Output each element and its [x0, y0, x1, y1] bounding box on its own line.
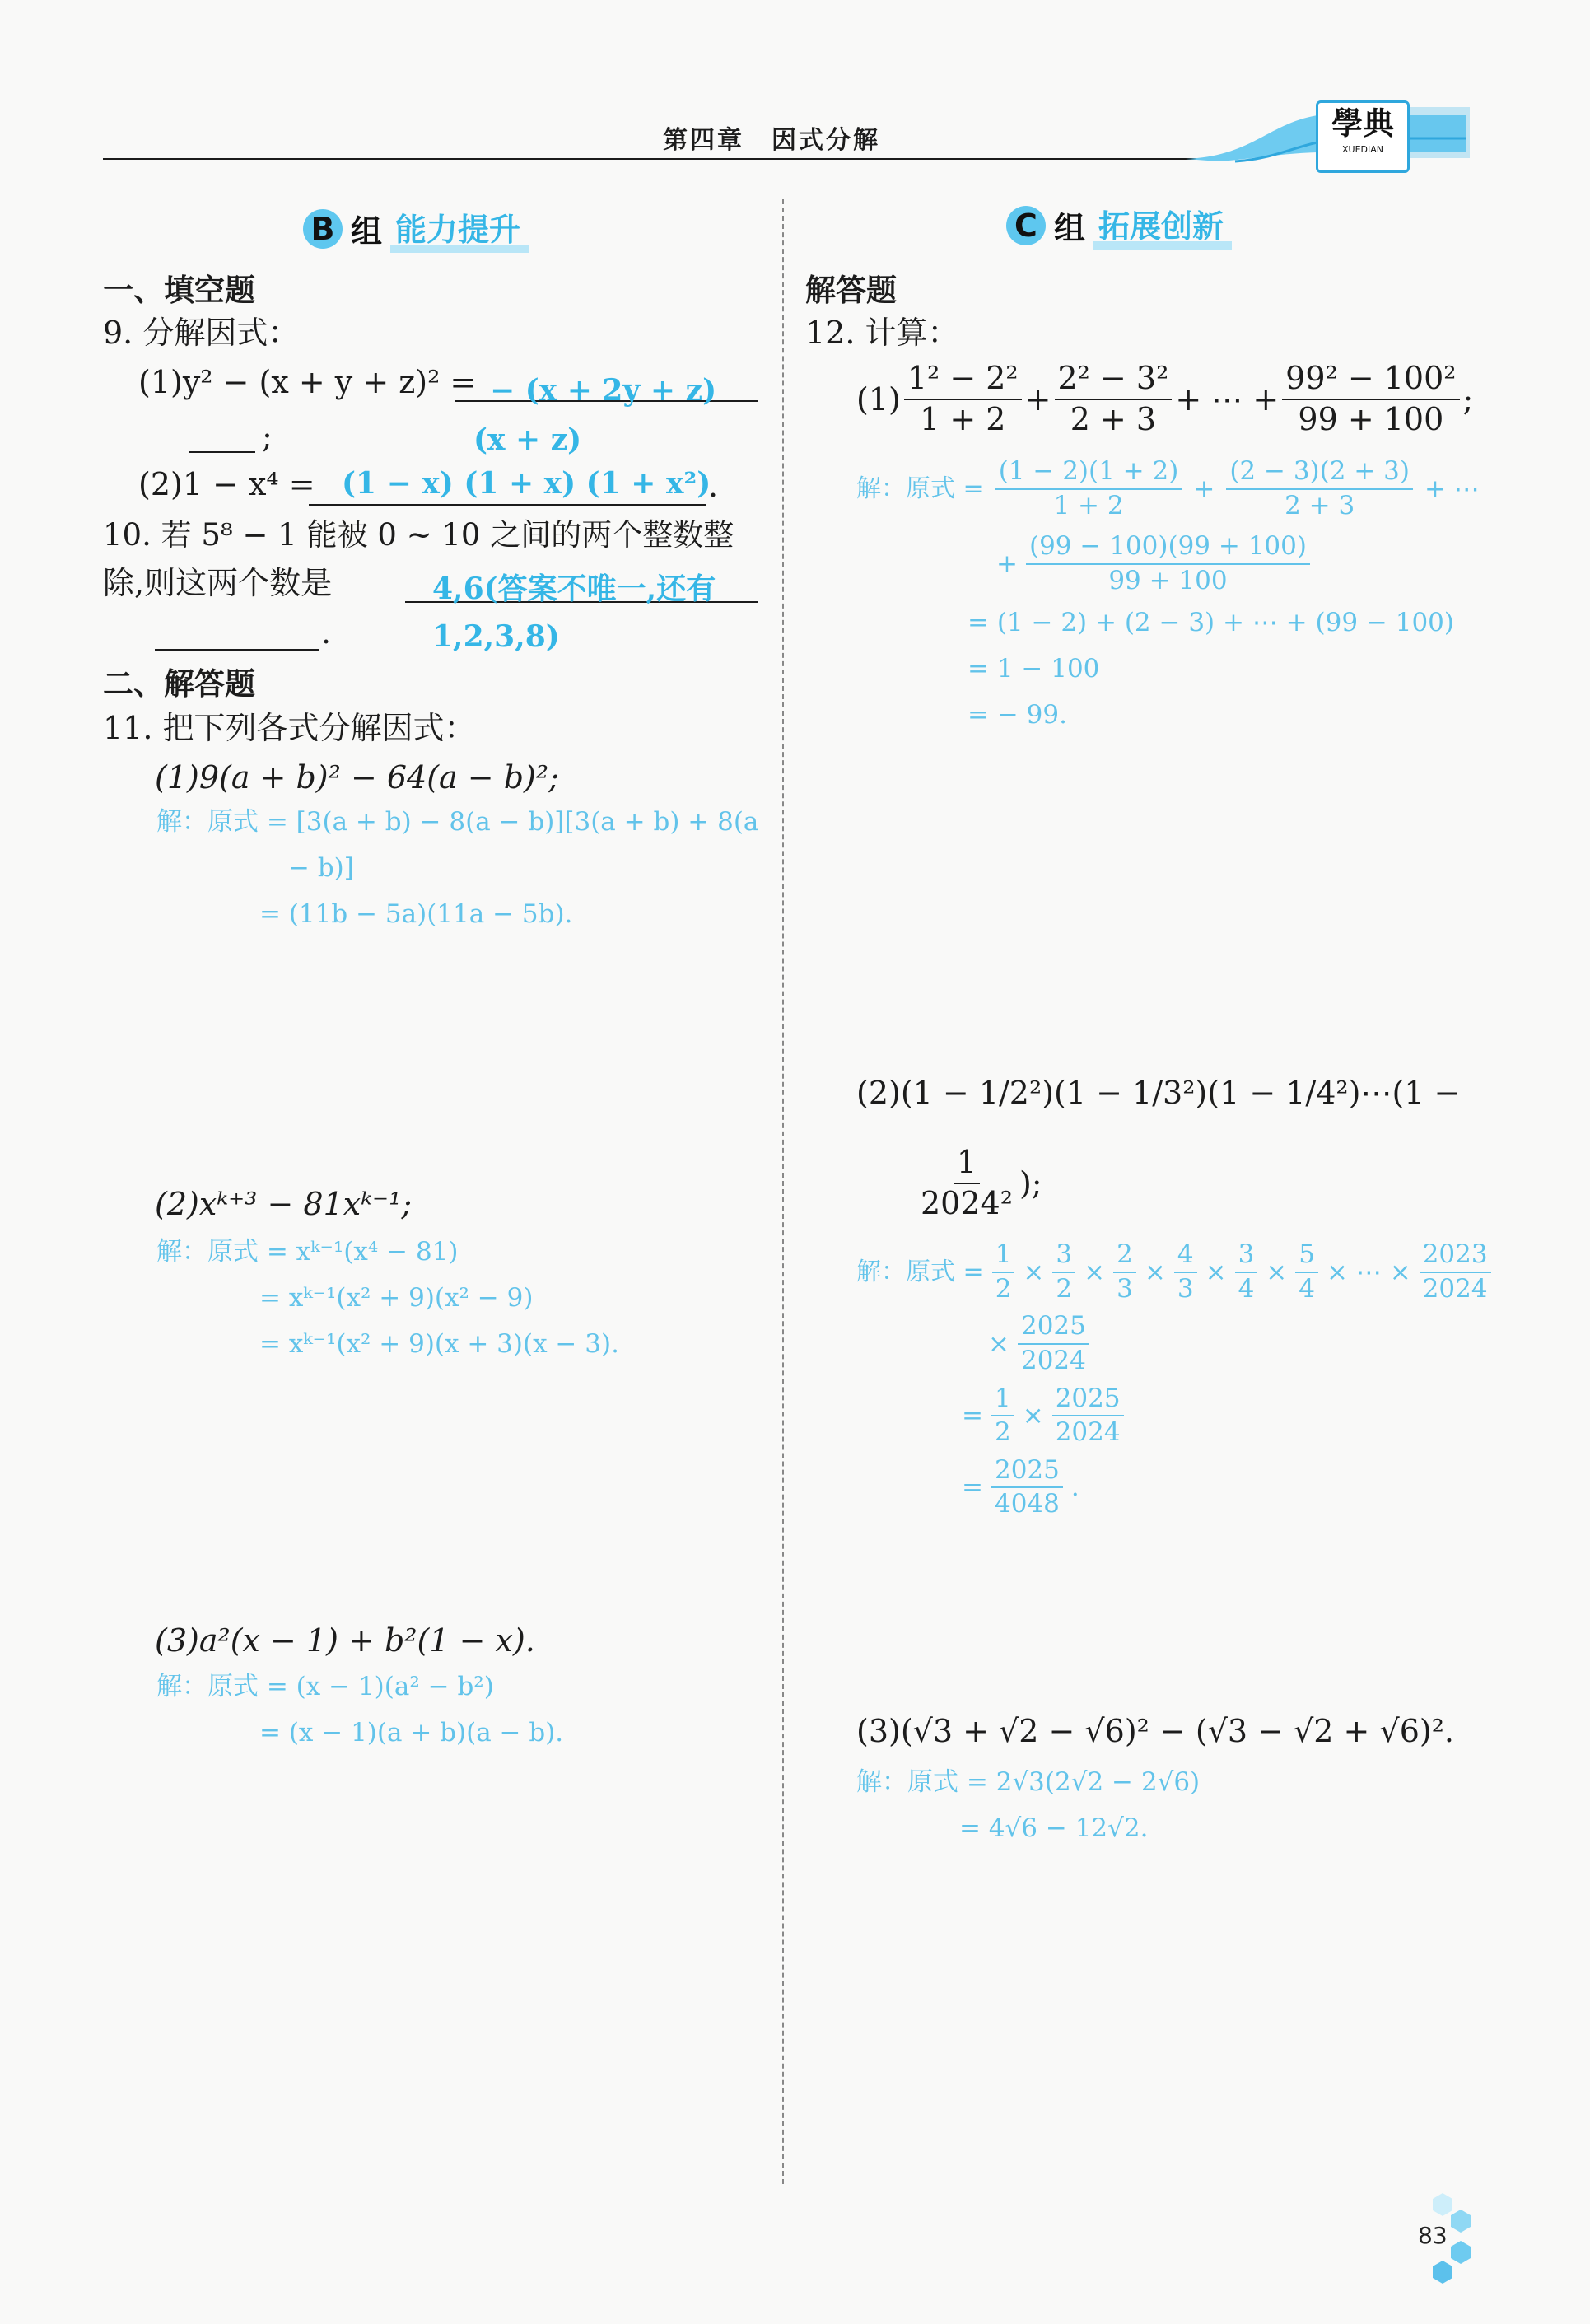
solution-line: = − 99. [968, 699, 1067, 730]
solution-line: − b)] [288, 853, 354, 883]
solution-line: 解：原式 = 2√3(2√2 − 2√6) [856, 1767, 1201, 1797]
q12-part2-line1: (2)(1 − 1/2²)(1 − 1/3²)(1 − 1/4²)⋯(1 − [856, 1075, 1461, 1111]
q9-stem: 9. 分解因式： [103, 315, 300, 351]
solution-line: = (x − 1)(a + b)(a − b). [259, 1718, 564, 1748]
q10-blank-2 [155, 611, 319, 651]
fraction: $\frac{3}{2}$ [1052, 1240, 1075, 1304]
solution-line: = 1 − 100 [968, 653, 1100, 684]
fraction: $\frac{4}{3}$ [1174, 1240, 1197, 1304]
fraction: $\frac{1}{2}$ [992, 1240, 1015, 1304]
logo [1316, 100, 1410, 173]
solution-label: 解：原式 = [856, 474, 984, 503]
q12-part2-solution: 解：原式 = $\frac{1}{2}$ × $\frac{3}{2}$ × $\frac{2}{3}$ × $\frac{4}{3}$ × $\frac{3}{4}$ × $\frac{5}{4}$ × ⋯ × $\frac{2023}{2024}$ × $\frac{2025}{2024}$ = $\frac{1}{2}$ × $\frac{2025}{2024}$ = $\frac{2025}{4048}$ . [856, 1240, 1494, 1519]
q11-part2-solution [156, 1237, 619, 1359]
solution-line: 解：原式 = (x − 1)(a² − b²) [156, 1672, 494, 1701]
solution-line: = 4√6 − 12√2. [959, 1813, 1149, 1843]
page-number: 83 [1418, 2222, 1448, 2249]
q11-part1-solution [156, 807, 758, 929]
q12-part1-label: (1) [856, 380, 901, 418]
badge-group: 组 [351, 213, 383, 250]
fraction: $\frac{1}{\text{2024²}}$ [921, 1144, 1013, 1221]
q12-stem: 12. 计算： [805, 315, 959, 351]
q10-line2-prefix: 除,则这两个数是 [103, 565, 333, 601]
badge-title: 能力提升 [390, 204, 529, 253]
q9-part2-answer: (1 − x) (1 + x) (1 + x²) [342, 466, 711, 501]
q9-part1-prefix: (1)y² − (x + y + z)² = [138, 364, 477, 400]
q9-part2-prefix: (2)1 − x⁴ = [138, 466, 315, 502]
q9-part1-blank-2 [189, 413, 255, 453]
q9-part1-end: ; [262, 418, 273, 455]
q9-part2-end: . [708, 468, 719, 504]
q10-end: . [321, 614, 332, 651]
solution-line: 解：原式 = xᵏ⁻¹(x⁴ − 81) [156, 1237, 459, 1267]
fraction: $\frac{(2 - 3)(2 + 3)}{2 + 3}$ [1226, 457, 1413, 520]
q12-part3: (3)(√3 + √2 − √6)² − (√3 − √2 + √6)². [856, 1713, 1455, 1749]
section-answer-c: 解答题 [805, 273, 897, 308]
q11-stem: 11. 把下列各式分解因式： [103, 710, 476, 746]
fraction: $\frac{(1 - 2)(1 + 2)}{1 + 2}$ [995, 457, 1182, 520]
badge-group: 组 [1054, 210, 1086, 246]
solution-line: = (11b − 5a)(11a − 5b). [259, 899, 573, 929]
fraction: $\frac{3}{4}$ [1235, 1240, 1258, 1304]
section-answer: 二、解答题 [103, 666, 255, 702]
q10-answer: 4,6(答案不唯一,还有1,2,3,8) [432, 572, 716, 654]
q9-part2 [138, 466, 315, 502]
hexagon-decoration-icon [1410, 2186, 1476, 2294]
solution-line: = xᵏ⁻¹(x² + 9)(x + 3)(x − 3). [259, 1329, 619, 1359]
fraction: $\frac{2025}{2024}$ [1018, 1312, 1089, 1375]
fraction: $\frac{2025}{2024}$ [1052, 1384, 1124, 1448]
fraction: $\frac{(99 - 100)(99 + 100)}{99 + 100}$ [1026, 532, 1310, 595]
q9-part1-answer: − (x + 2y + z) (x + z) [473, 373, 717, 457]
fraction: $\frac{2}{3}$ [1113, 1240, 1136, 1304]
logo-subtext: XUEDIAN [1341, 144, 1383, 155]
q11-part3-solution [156, 1672, 563, 1748]
q11-part1: (1)9(a + b)² − 64(a − b)²; [155, 759, 559, 796]
q11-part2: (2)xᵏ⁺³ − 81xᵏ⁻¹; [155, 1186, 413, 1222]
fraction: $\frac{\text{1² − 2²}}{1 + 2}$ [904, 361, 1022, 437]
solution-line: = xᵏ⁻¹(x² + 9)(x² − 9) [259, 1283, 534, 1313]
fraction: $\frac{\text{99² − 100²}}{99 + 100}$ [1282, 361, 1459, 437]
q12-part1-solution: 解：原式 = $\frac{(1 - 2)(1 + 2)}{1 + 2}$ + $\frac{(2 - 3)(2 + 3)}{2 + 3}$ + ⋯ + $\frac{(99 - 100)(99 + 100)}{99 + 100}$ = (1 − 2) + (2 − 3) + ⋯ + (99 − 100) = 1 − 100 = − 99. [856, 456, 1480, 730]
q11-part3: (3)a²(x − 1) + b²(1 − x). [155, 1622, 535, 1659]
fraction: $\frac{1}{2}$ [991, 1384, 1014, 1448]
column-divider [782, 199, 784, 2184]
badge-letter: C [1006, 206, 1046, 245]
q12-part2-line2: $\frac{1}{\text{2024²}}$ ); [914, 1145, 1042, 1221]
q9-part1 [138, 364, 476, 400]
solution-line: 解：原式 = [3(a + b) − 8(a − b)][3(a + b) + 8(a [156, 807, 759, 837]
fraction: $\frac{2023}{2024}$ [1420, 1240, 1491, 1304]
group-badge-c [1006, 201, 1232, 250]
badge-title: 拓展创新 [1093, 201, 1232, 250]
header [0, 0, 1590, 189]
q12-part3-solution [856, 1767, 1200, 1843]
q12-part1: (1) $\frac{\text{1² − 2²}}{1 + 2}$ + $\frac{\text{2² − 3²}}{2 + 3}$ + ⋯ + $\frac{\text{99² − 100²}}{99 + 100}$ ; [856, 360, 1474, 437]
chapter-title: 第四章 因式分解 [663, 126, 880, 155]
q10-line1: 10. 若 5⁸ − 1 能被 0 ~ 10 之间的两个整数整 [103, 517, 734, 553]
solution-line: = (1 − 2) + (2 − 3) + ⋯ + (99 − 100) [968, 607, 1454, 637]
fraction: $\frac{5}{4}$ [1295, 1240, 1318, 1304]
fraction: $\frac{\text{2² − 3²}}{2 + 3}$ [1055, 361, 1173, 437]
badge-letter: B [303, 209, 343, 249]
group-badge-b [303, 204, 529, 253]
fraction: $\frac{2025}{4048}$ [991, 1456, 1063, 1519]
logo-text: 學典 [1331, 105, 1394, 142]
section-fill-blank: 一、填空题 [103, 273, 255, 308]
solution-label: 解：原式 = [856, 1257, 984, 1286]
